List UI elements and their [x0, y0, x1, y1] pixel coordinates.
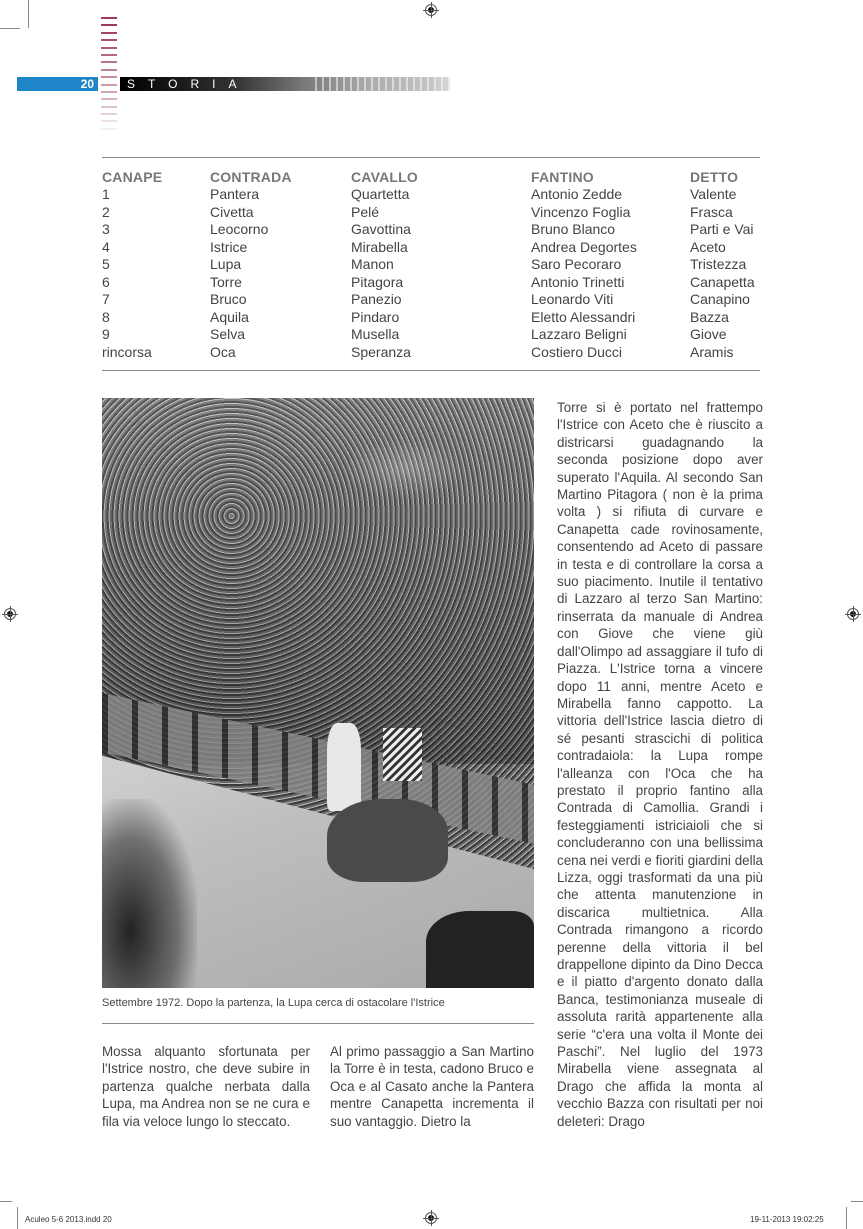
stripe — [101, 91, 117, 93]
table-top-rule — [102, 157, 760, 158]
crop-mark — [851, 1201, 863, 1202]
table-cell: Bruno Blanco — [531, 221, 616, 237]
stripe — [101, 17, 117, 19]
stripe — [101, 76, 117, 78]
article-column-1: Mossa alquanto sfortunata per l'Istrice nostro, che deve subire in partenza qualche nerbata dalla Lupa, ma Andrea non se ne cura e fila via veloce lungo lo steccato. — [102, 1044, 310, 1129]
table-cell: 4 — [102, 238, 110, 255]
table-cell: Antonio Zedde — [531, 186, 623, 202]
table-cell: Mirabella — [351, 238, 408, 255]
table-cell: Frasca — [690, 203, 733, 220]
crop-mark — [28, 0, 29, 28]
registration-mark-icon — [425, 4, 437, 16]
stripe — [101, 69, 117, 71]
stripe — [101, 54, 117, 56]
table-cell: Manon — [351, 256, 394, 272]
table-row — [102, 309, 770, 327]
table-cell: Eletto Alessandri — [531, 308, 636, 325]
crop-mark — [0, 28, 20, 29]
table-cell: Giove — [690, 326, 727, 342]
table-header-row — [102, 168, 770, 186]
column-header: CONTRADA — [210, 169, 292, 185]
table-cell: 8 — [102, 308, 110, 325]
table-row — [102, 239, 770, 257]
table-cell: Antonio Trinetti — [531, 273, 625, 290]
registration-mark-icon — [425, 1212, 437, 1224]
table-cell: Torre — [210, 273, 242, 290]
table-cell: Canapetta — [690, 273, 755, 290]
photo-caption: Settembre 1972. Dopo la partenza, la Lupa cerca di ostacolare l'Istrice — [102, 997, 445, 1009]
registration-mark-icon — [4, 608, 16, 620]
table-cell: Civetta — [210, 203, 254, 220]
registration-mark-icon — [847, 608, 859, 620]
table-cell: 6 — [102, 273, 110, 290]
section-bar-fade — [430, 77, 530, 91]
caption-rule — [102, 1023, 534, 1024]
table-cell: Saro Pecoraro — [531, 256, 622, 272]
stripe — [101, 98, 117, 100]
table-cell: Gavottina — [351, 221, 411, 237]
column-header: FANTINO — [531, 169, 594, 185]
stripe — [101, 39, 117, 41]
table-cell: Aquila — [210, 308, 249, 325]
table-cell: Istrice — [210, 238, 248, 255]
table-cell: Aceto — [690, 238, 726, 255]
file-slug: Aculeo 5-6 2013.indd 20 — [25, 1215, 112, 1224]
article-column-2: Al primo passaggio a San Martino la Torre è in testa, cadono Bruco e Oca e al Casato anche la Pantera mentre Canapetta incrementa il suo vantaggio. Dietro la — [330, 1044, 534, 1129]
stripe — [101, 61, 117, 63]
article-column-3: Torre si è portato nel frattempo l'Istrice con Aceto che è riuscito a districarsi guadagnando la seconda posizione dopo aver superato l'Aquila. Al secondo San Martino Pitagora ( non è la prima volta ) si rifiuta di curvare e Canapetta cade rovinosamente, consentendo ad Aceto di passare in testa e di controllare la corsa a suo piacimento. Inutile il tentativo di Lazzaro al terzo San Martino: rinserrata da manuale di Andrea con Giove che viene giù dall'Olimpo ad assaggiare il tufo di Piazza. L'Istrice torna a vincere dopo 11 anni, mentre Aceto e Mirabella fanno cappotto. La vittoria dell'Istrice lascia dietro di sé pesanti strascichi di politica contradaiola: la Lupa rompe l'alleanza con l'Oca che ha prestato il proprio fantino alla Contrada di Camollia. Grandi i festeggiamenti istriciaioli che si concluderanno con una bellissima cena nei verdi e fioriti giardini della Lizza, oggi trasformati da una più che attenta manutenzione in discarica multietnica. Alla Contrada rimangono a ricordo perenne della vittoria il bel drappellone dipinto da Dino Decca e il piatto d'argento donato dalla Banca, testimonianza museale di assoluta rarità appartenente alla serie “c'era una volta il Monte dei Paschi”. Nel luglio del 1973 Mirabella viene assegnata al Drago che affida la monta al vecchio Bazza con risultati per noi deleteri: Drago — [557, 400, 763, 1129]
table-row — [102, 256, 770, 274]
stripe — [101, 106, 117, 108]
table-cell: Leocorno — [210, 221, 269, 237]
table-cell: Vincenzo Foglia — [531, 203, 631, 220]
column-header: CANAPE — [102, 169, 163, 185]
table-row — [102, 186, 770, 204]
table-cell: 3 — [102, 221, 110, 237]
table-row — [102, 204, 770, 222]
stripe — [101, 47, 117, 49]
table-cell: 2 — [102, 203, 110, 220]
table-cell: Quartetta — [351, 186, 410, 202]
table-cell: Selva — [210, 326, 246, 342]
decorative-stripes — [101, 17, 117, 135]
lineup-table — [102, 168, 770, 361]
table-cell: Valente — [690, 186, 737, 202]
table-row — [102, 291, 770, 309]
crop-mark — [0, 1201, 12, 1202]
table-cell: Oca — [210, 343, 236, 360]
table-row — [102, 326, 770, 344]
race-photo — [102, 398, 534, 988]
table-bottom-rule — [102, 370, 760, 371]
table-cell: Bazza — [690, 308, 729, 325]
stripe — [101, 84, 117, 86]
table-cell: Pantera — [210, 186, 260, 202]
table-row — [102, 274, 770, 292]
page-number: 20 — [17, 77, 98, 91]
table-cell: Aramis — [690, 343, 734, 360]
stripe — [101, 120, 117, 122]
crop-mark — [17, 1207, 18, 1229]
table-cell: 1 — [102, 186, 110, 202]
table-cell: Bruco — [210, 291, 247, 307]
table-cell: Pelé — [351, 203, 380, 220]
column-header: CAVALLO — [351, 169, 418, 185]
stripe — [101, 24, 117, 26]
table-cell: Costiero Ducci — [531, 343, 623, 360]
table-cell: Tristezza — [690, 256, 747, 272]
stripe — [101, 32, 117, 34]
table-row — [102, 344, 770, 362]
crop-mark — [846, 1207, 847, 1229]
table-cell: Pindaro — [351, 308, 400, 325]
table-cell: Musella — [351, 326, 400, 342]
table-cell: Lazzaro Beligni — [531, 326, 627, 342]
table-cell: 7 — [102, 291, 110, 307]
column-header: DETTO — [690, 169, 739, 185]
table-row — [102, 221, 770, 239]
table-cell: 5 — [102, 256, 110, 272]
print-timestamp: 19-11-2013 19:02:25 — [750, 1215, 824, 1224]
table-cell: Leonardo Viti — [531, 291, 614, 307]
table-cell: 9 — [102, 326, 110, 342]
table-cell: Speranza — [351, 343, 411, 360]
table-cell: rincorsa — [102, 343, 152, 360]
stripe — [101, 113, 117, 115]
table-cell: Canapino — [690, 291, 750, 307]
table-cell: Lupa — [210, 256, 242, 272]
table-cell: Andrea Degortes — [531, 238, 637, 255]
stripe — [101, 128, 117, 130]
section-title: STORIA — [127, 77, 250, 91]
table-cell: Pitagora — [351, 273, 404, 290]
table-cell: Panezio — [351, 291, 402, 307]
table-cell: Parti e Vai — [690, 221, 754, 237]
